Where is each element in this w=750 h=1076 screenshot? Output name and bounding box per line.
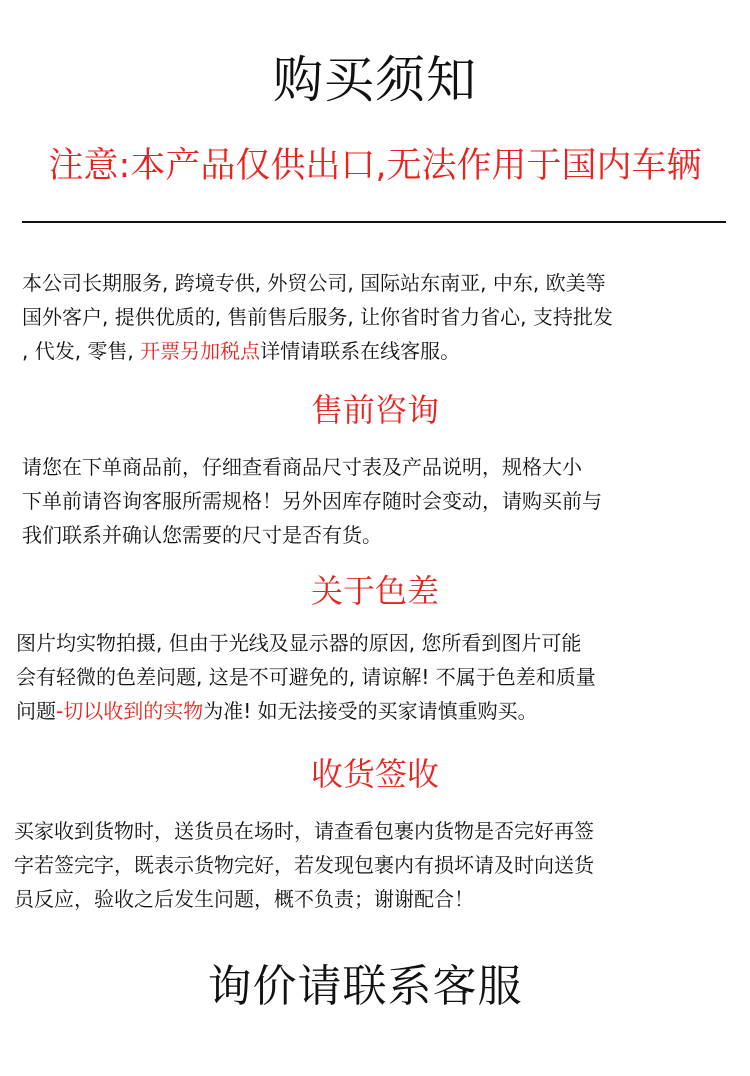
receipt-line-2: 字若签完字，既表示货物完好，若发现包裹内有损坏请及时向送货 [14, 853, 594, 877]
intro-line-1: 本公司长期服务, 跨境专供, 外贸公司, 国际站东南亚, 中东, 欧美等 [22, 271, 606, 295]
intro-line-3 [22, 334, 613, 368]
color-difference-line-3-suffix: 为准! 如无法接受的买家请慎重购买。 [203, 699, 538, 723]
color-difference-paragraph [16, 626, 596, 728]
color-difference-line-1: 图片均实物拍摄, 但由于光线及显示器的原因, 您所看到图片可能 [16, 631, 582, 655]
actual-item-highlight: -切以收到的实物 [56, 699, 204, 723]
presale-line-1: 请您在下单商品前，仔细查看商品尺寸表及产品说明，规格大小 [22, 455, 582, 479]
receipt-paragraph [14, 814, 594, 916]
receipt-line-1: 买家收到货物时，送货员在场时，请查看包裹内货物是否完好再签 [14, 819, 594, 843]
color-difference-line-2: 会有轻微的色差问题, 这是不可避免的, 请谅解! 不属于色差和质量 [16, 665, 596, 689]
page-title: 购买须知 [273, 51, 477, 109]
section-heading-receipt: 收货签收 [310, 755, 439, 793]
presale-line-3: 我们联系并确认您需要的尺寸是否有货。 [22, 523, 382, 547]
receipt-line-3: 员反应，验收之后发生问题，概不负责；谢谢配合！ [14, 887, 474, 911]
export-notice: 注意:本产品仅供出口,无法作用于国内车辆 [48, 146, 702, 186]
intro-line-2: 国外客户, 提供优质的, 售前售后服务, 让你省时省力省心, 支持批发 [22, 305, 613, 329]
intro-paragraph [22, 266, 613, 368]
section-heading-presale: 售前咨询 [310, 391, 439, 429]
color-difference-line-3-prefix: 问题 [16, 699, 56, 723]
tax-highlight: 开票另加税点 [140, 339, 261, 363]
divider [22, 221, 726, 223]
presale-paragraph [22, 450, 602, 552]
contact-service-title: 询价请联系客服 [207, 961, 523, 1012]
intro-line-3-prefix: , 代发, 零售, [22, 339, 141, 363]
color-difference-line-3 [16, 694, 596, 728]
section-heading-color-difference: 关于色差 [310, 572, 439, 610]
intro-line-3-suffix: 详情请联系在线客服。 [260, 339, 461, 363]
presale-line-2: 下单前请咨询客服所需规格！另外因库存随时会变动，请购买前与 [22, 489, 602, 513]
